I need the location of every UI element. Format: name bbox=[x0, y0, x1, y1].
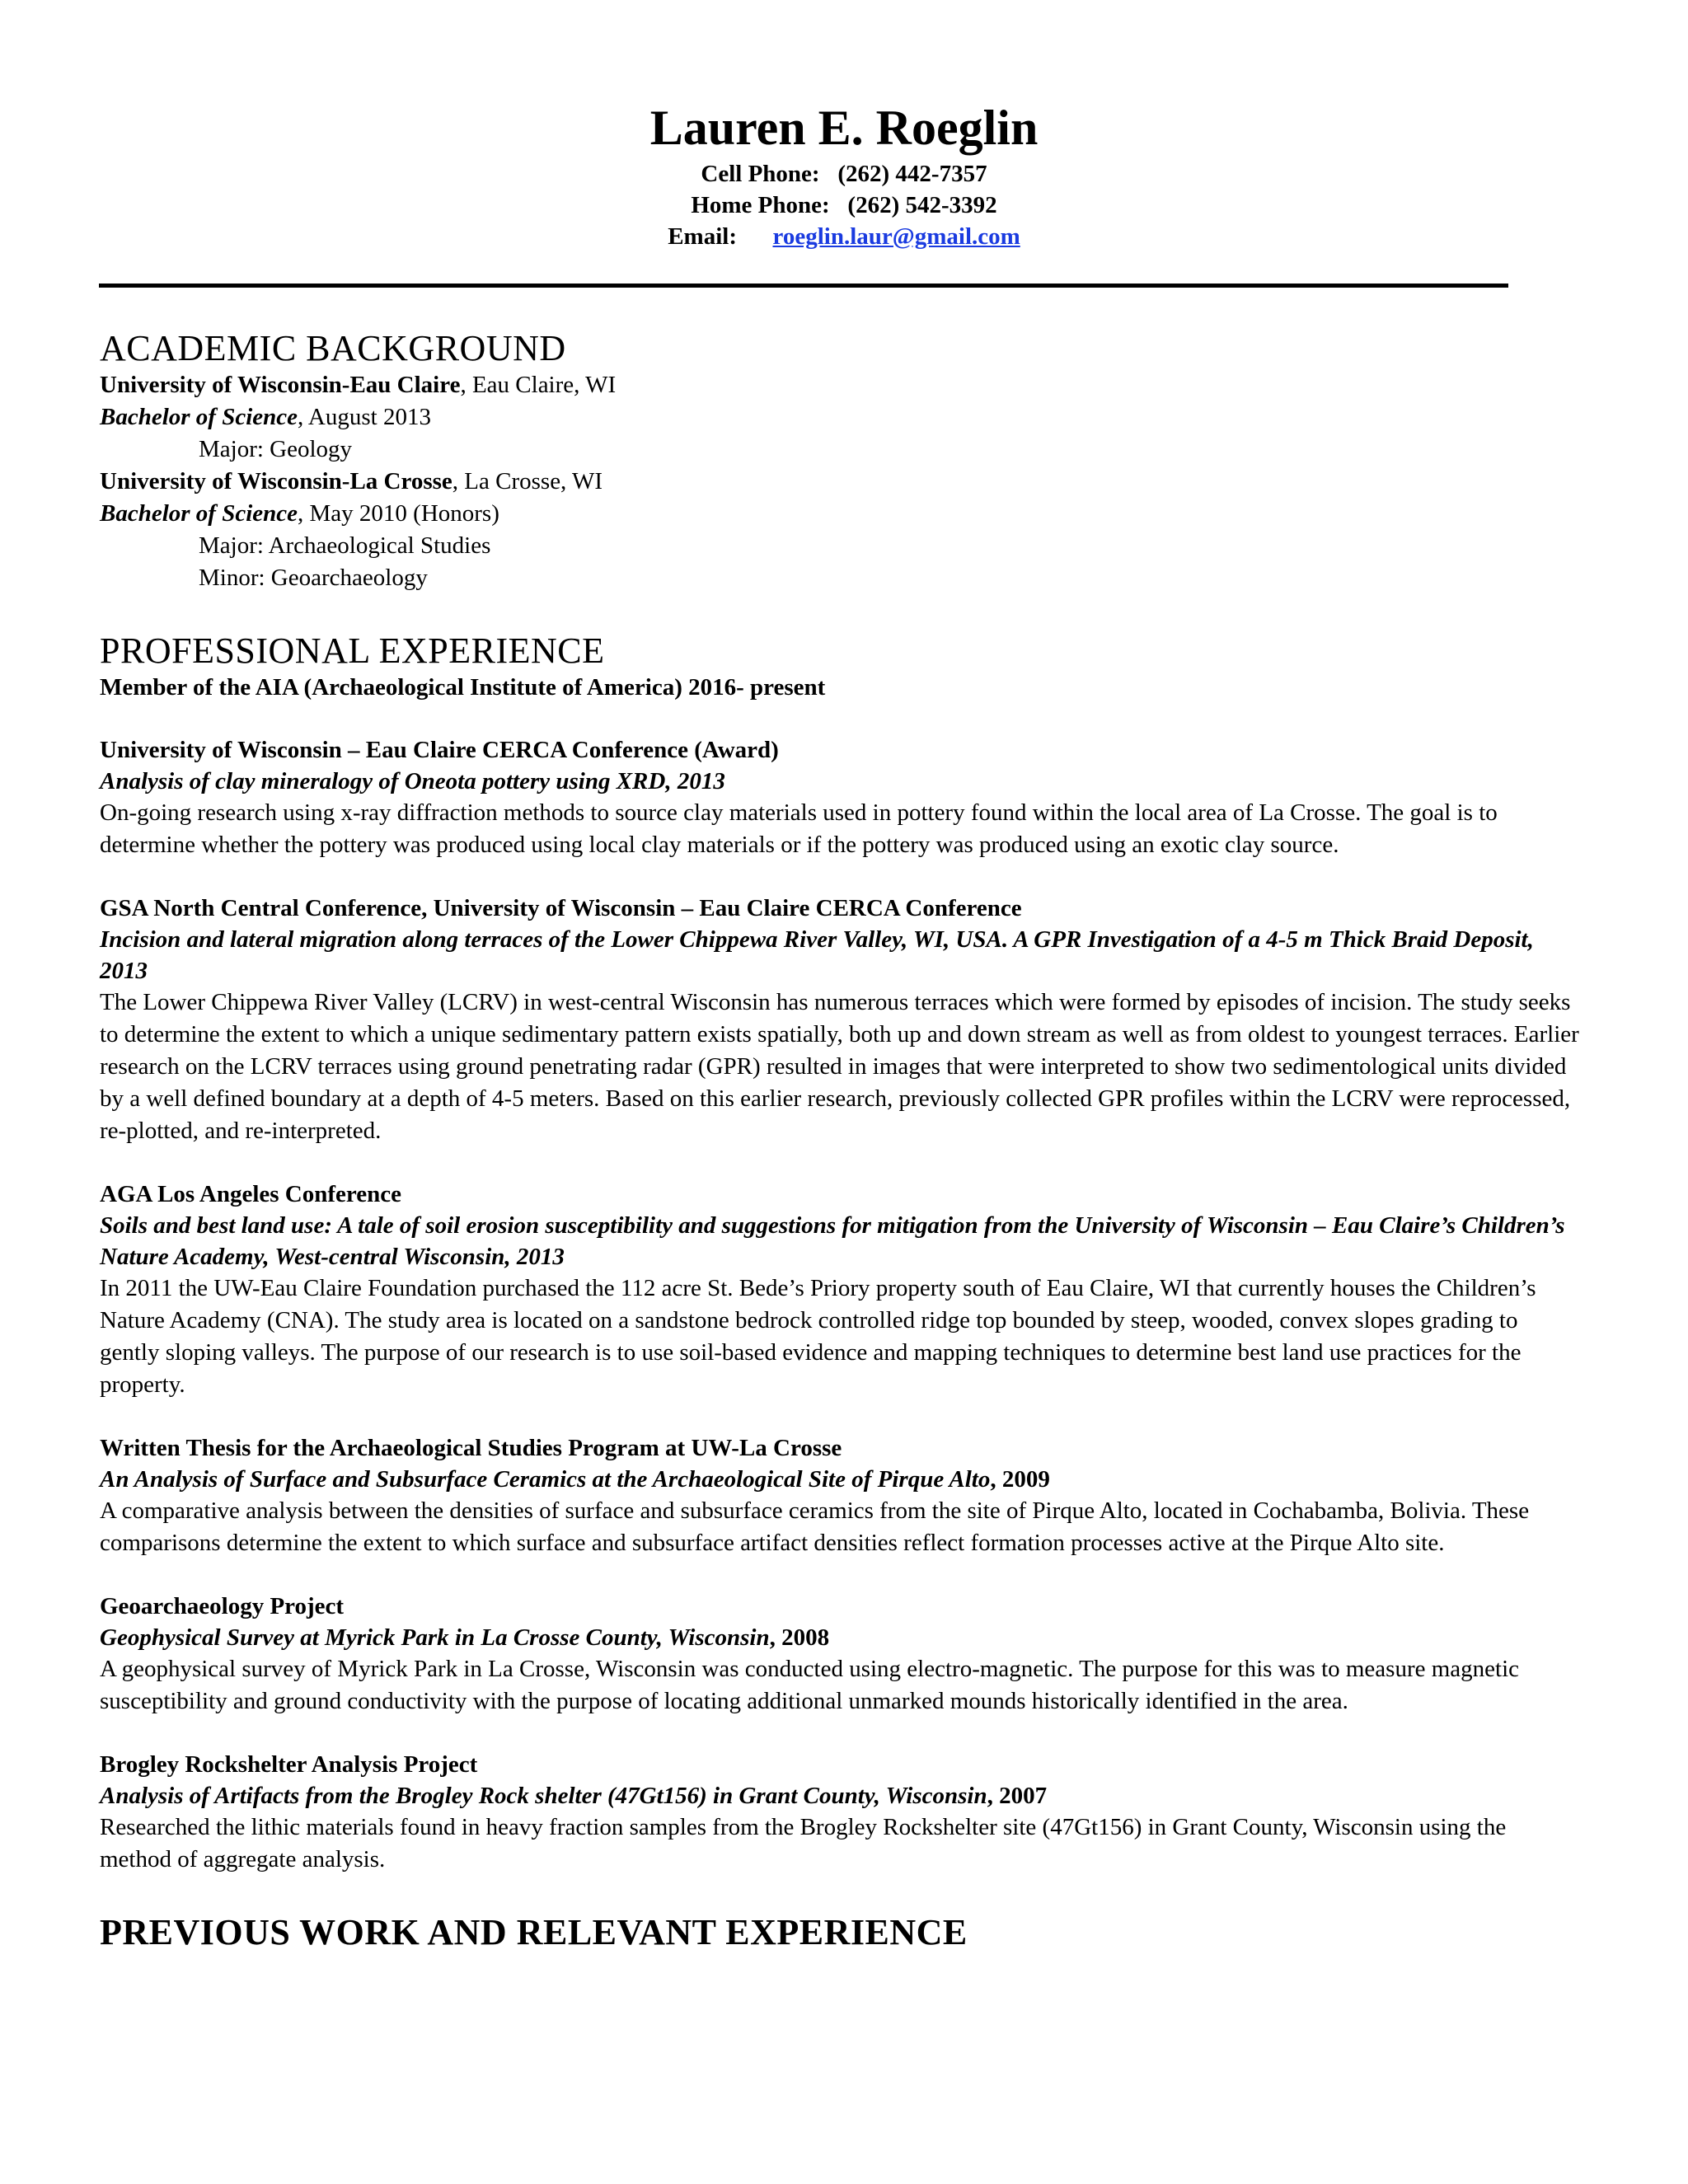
school2-minor: Minor: Geoarchaeology bbox=[199, 565, 428, 591]
entry-subtitle: Soils and best land use: A tale of soil erosion susceptibility and suggestions for mitigation from the University of Wisconsin – Eau Claire’s Children’s Nature Academy, West-central Wisconsin, 2013 bbox=[100, 1212, 1565, 1270]
header-divider bbox=[99, 284, 1508, 288]
experience-entry bbox=[100, 1591, 1583, 1718]
entry-subtitle: Geophysical Survey at Myrick Park in La Crosse County, Wisconsin bbox=[100, 1624, 770, 1651]
home-phone-value: (262) 542-3392 bbox=[847, 192, 997, 218]
resume-content bbox=[100, 328, 1583, 1953]
school1-degree: Bachelor of Science bbox=[100, 404, 298, 430]
entry-subtitle-line bbox=[100, 1622, 1583, 1653]
entry-subtitle-line bbox=[100, 1780, 1583, 1811]
entry-year: , 2009 bbox=[990, 1466, 1050, 1493]
entry-description: The Lower Chippewa River Valley (LCRV) in west-central Wisconsin has numerous terraces which were formed by episodes of incision. The study seeks to determine the extent to which a unique sedimentary pattern exists spatially, both up and down stream as well as from oldest to youngest terraces. Earlier research on the LCRV terraces using ground penetrating radar (GPR) resulted in images that were interpreted to show two sedimentological units divided by a well defined boundary at a depth of 4-5 meters. Based on this earlier research, previously collected GPR profiles within the LCRV were reprocessed, re-plotted, and re-interpreted. bbox=[100, 989, 1579, 1144]
entry-subtitle: Incision and lateral migration along terraces of the Lower Chippewa River Valley, WI, USA. A GPR Investigation of a 4-5 m Thick Braid Deposit, 2013 bbox=[100, 926, 1534, 984]
school1-major: Major: Geology bbox=[199, 436, 353, 462]
entry-subtitle: Analysis of Artifacts from the Brogley Rock shelter (47Gt156) in Grant County, Wisconsin bbox=[100, 1783, 987, 1809]
school2-name: University of Wisconsin-La Crosse bbox=[100, 468, 452, 494]
entry-description: On-going research using x-ray diffraction methods to source clay materials used in pottery found within the local area of La Crosse. The goal is to determine whether the pottery was produced using local clay materials or if the pottery was produced using an exotic clay source. bbox=[100, 799, 1498, 858]
email-label: Email: bbox=[668, 223, 737, 250]
entry-title: Brogley Rockshelter Analysis Project bbox=[100, 1751, 478, 1778]
school2-date: , May 2010 (Honors) bbox=[298, 500, 499, 527]
aia-membership: Member of the AIA (Archaeological Institute of America) 2016- present bbox=[100, 674, 826, 701]
entry-subtitle-line bbox=[100, 1464, 1583, 1495]
entry-title: GSA North Central Conference, University of Wisconsin – Eau Claire CERCA Conference bbox=[100, 895, 1022, 921]
school1-name: University of Wisconsin-Eau Claire bbox=[100, 372, 461, 398]
candidate-name: Lauren E. Roeglin bbox=[649, 101, 1039, 155]
entry-year: , 2008 bbox=[769, 1624, 830, 1651]
experience-entry bbox=[100, 1432, 1583, 1559]
academic-heading: ACADEMIC BACKGROUND bbox=[100, 328, 566, 368]
entry-year: , 2007 bbox=[987, 1783, 1048, 1809]
cell-phone-line bbox=[0, 158, 1688, 190]
entry-description: A geophysical survey of Myrick Park in La Crosse, Wisconsin was conducted using electro-magnetic. The purpose for this was to measure magnetic susceptibility and ground conductivity with the purpose of locating additional unmarked mounds historically identified in the area. bbox=[100, 1656, 1520, 1714]
home-phone-label: Home Phone: bbox=[691, 192, 830, 218]
experience-entry bbox=[100, 734, 1583, 861]
entry-description: Researched the lithic materials found in heavy fraction samples from the Brogley Rockshelter site (47Gt156) in Grant County, Wisconsin using the method of aggregate analysis. bbox=[100, 1814, 1507, 1872]
cell-phone-label: Cell Phone: bbox=[701, 161, 820, 187]
experience-entry bbox=[100, 893, 1583, 1147]
school1-location: , Eau Claire, WI bbox=[460, 372, 617, 398]
school2-degree: Bachelor of Science bbox=[100, 500, 298, 527]
entry-title: Written Thesis for the Archaeological Studies Program at UW-La Crosse bbox=[100, 1435, 842, 1461]
entry-title: AGA Los Angeles Conference bbox=[100, 1181, 401, 1207]
professional-heading: PROFESSIONAL EXPERIENCE bbox=[100, 630, 605, 671]
entry-description: In 2011 the UW-Eau Claire Foundation purchased the 112 acre St. Bede’s Priory property south of Eau Claire, WI that currently houses the Children’s Nature Academy (CNA). The study area is located on a sandstone bedrock controlled ridge top bounded by steep, wooded, convex slopes grading to gently sloping valleys. The purpose of our research is to use soil-based evidence and mapping techniques to determine best land use practices for the property. bbox=[100, 1275, 1536, 1398]
school2-degree-line bbox=[100, 498, 1583, 530]
email-line bbox=[0, 221, 1688, 252]
entry-subtitle: An Analysis of Surface and Subsurface Ceramics at the Archaeological Site of Pirque Alto bbox=[100, 1466, 991, 1493]
school1-date: , August 2013 bbox=[298, 404, 431, 430]
experience-entry bbox=[100, 1749, 1583, 1876]
email-link[interactable]: roeglin.laur@gmail.com bbox=[772, 223, 1020, 250]
entry-subtitle: Analysis of clay mineralogy of Oneota pottery using XRD, 2013 bbox=[100, 768, 725, 794]
school1-degree-line bbox=[100, 401, 1583, 434]
professional-section bbox=[100, 630, 1583, 1876]
entry-description: A comparative analysis between the densities of surface and subsurface ceramics from the site of Pirque Alto, located in Cochabamba, Bolivia. These comparisons determine the extent to which surface and subsurface artifact densities reflect formation processes active at the Pirque Alto site. bbox=[100, 1497, 1530, 1556]
school1-line bbox=[100, 369, 1583, 401]
entry-title: Geoarchaeology Project bbox=[100, 1593, 345, 1619]
previous-work-heading: PREVIOUS WORK AND RELEVANT EXPERIENCE bbox=[100, 1912, 968, 1952]
home-phone-line bbox=[0, 190, 1688, 221]
experience-entry bbox=[100, 1179, 1583, 1401]
academic-section bbox=[100, 328, 1583, 594]
resume-header bbox=[0, 97, 1688, 252]
entry-title: University of Wisconsin – Eau Claire CERCA Conference (Award) bbox=[100, 737, 779, 763]
previous-work-section bbox=[100, 1912, 1583, 1953]
school2-major: Major: Archaeological Studies bbox=[199, 532, 491, 559]
school2-location: , La Crosse, WI bbox=[452, 468, 603, 494]
school2-line bbox=[100, 466, 1583, 498]
cell-phone-value: (262) 442-7357 bbox=[837, 161, 987, 187]
